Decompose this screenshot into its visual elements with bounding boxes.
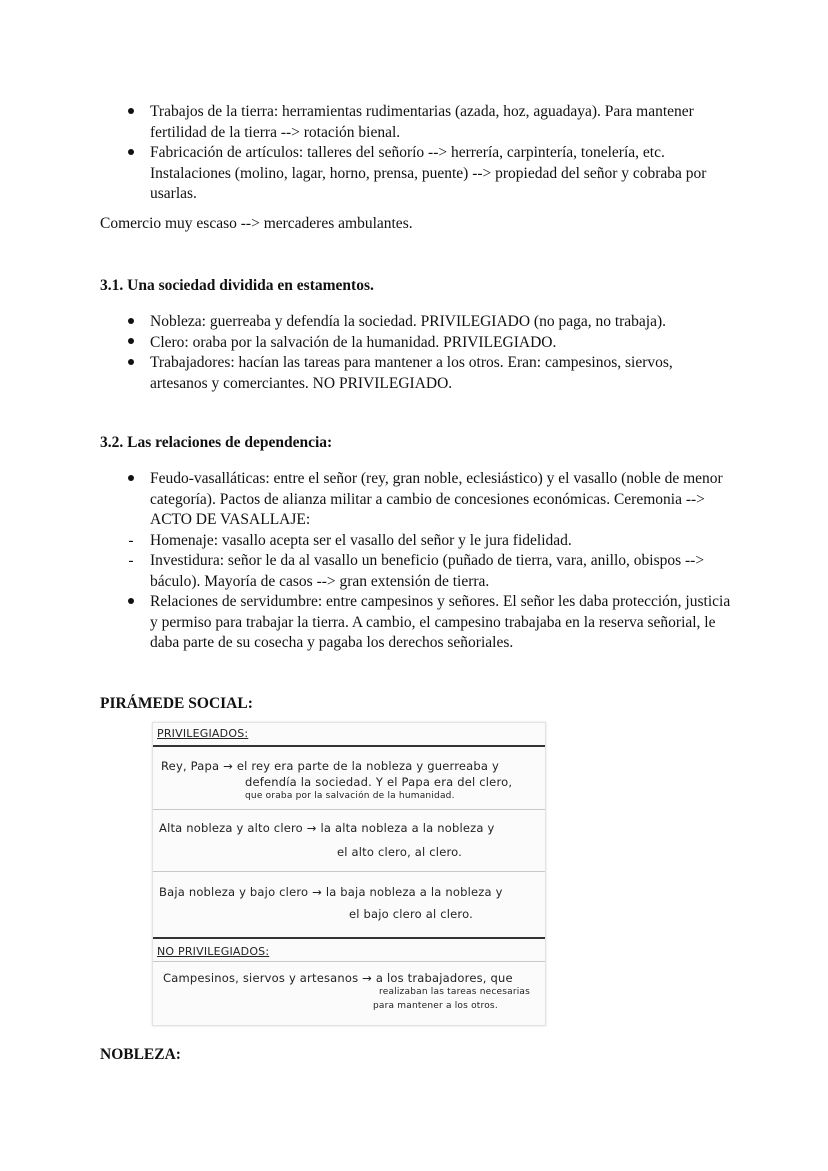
divider xyxy=(153,961,545,962)
note-line: Campesinos, siervos y artesanos → a los trabajadores, que xyxy=(163,971,513,985)
note-line: defendía la sociedad. Y el Papa era del clero, xyxy=(245,775,513,789)
divider xyxy=(153,871,545,872)
economy-list xyxy=(0,102,828,205)
pyramid-heading: PIRÁMEDE SOCIAL: xyxy=(100,695,253,712)
list-item: Fabricación de artículos: talleres del señorío --> herrería, carpintería, tonelería, etc. Instalaciones (molino, lagar, horno, prensa, puente) --> propiedad del señor y cobraba por usarlas. xyxy=(0,143,828,205)
note-line: realizaban las tareas necesarias xyxy=(379,987,531,997)
divider xyxy=(153,937,545,939)
bullet-icon xyxy=(124,102,138,123)
bullet-icon xyxy=(124,333,138,354)
list-item: Clero: oraba por la salvación de la humanidad. PRIVILEGIADO. xyxy=(0,333,828,354)
list-item: Nobleza: guerreaba y defendía la sociedad. PRIVILEGIADO (no paga, no trabaja). xyxy=(0,312,828,333)
list-item: Feudo-vasalláticas: entre el señor (rey, gran noble, eclesiástico) y el vasallo (noble de menor categoría). Pactos de alianza militar a cambio de concesiones económicas. Ceremonia --> ACTO DE VASALLAJE: xyxy=(0,469,828,531)
list-item: - Homenaje: vasallo acepta ser el vasallo del señor y le jura fidelidad. xyxy=(0,531,828,552)
note-line: Baja nobleza y bajo clero → la baja nobleza a la nobleza y xyxy=(159,885,503,899)
list-item: Trabajos de la tierra: herramientas rudimentarias (azada, hoz, aguadaya). Para mantener fertilidad de la tierra --> rotación bienal. xyxy=(0,102,828,143)
bullet-icon xyxy=(124,312,138,333)
commerce-text: Comercio muy escaso --> mercaderes ambulantes. xyxy=(100,215,413,232)
note-line: el alto clero, al clero. xyxy=(337,845,463,859)
divider xyxy=(153,809,545,810)
dependency-list xyxy=(0,469,828,654)
dash-icon: - xyxy=(128,552,134,569)
list-item: Trabajadores: hacían las tareas para mantener a los otros. Eran: campesinos, siervos, artesanos y comerciantes. NO PRIVILEGIADO. xyxy=(0,353,828,394)
list-item: - Investidura: señor le da al vasallo un beneficio (puñado de tierra, vara, anillo, obispos --> báculo). Mayoría de casos --> gran extensión de tierra. xyxy=(0,551,828,592)
nobleza-heading: NOBLEZA: xyxy=(100,1046,181,1063)
bullet-icon xyxy=(124,353,138,374)
divider xyxy=(153,745,545,747)
privileged-title: PRIVILEGIADOS: xyxy=(157,727,249,740)
list-item: Relaciones de servidumbre: entre campesinos y señores. El señor les daba protección, justicia y permiso para trabajar la tierra. A cambio, el campesino trabajaba en la reserva señorial, le daba parte de su cosecha y pagaba los derechos señoriales. xyxy=(0,592,828,654)
estates-list xyxy=(0,312,828,394)
bullet-icon xyxy=(124,143,138,164)
nonprivileged-title: NO PRIVILEGIADOS: xyxy=(157,945,270,958)
note-line: el bajo clero al clero. xyxy=(349,907,473,921)
section-32-heading: 3.2. Las relaciones de dependencia: xyxy=(100,434,333,451)
note-line: para mantener a los otros. xyxy=(373,1001,498,1011)
handwritten-notes-image xyxy=(152,722,546,1026)
bullet-icon xyxy=(124,469,138,490)
note-line: Rey, Papa → el rey era parte de la nobleza y guerreaba y xyxy=(161,759,500,773)
dash-icon: - xyxy=(128,531,134,549)
section-31-heading: 3.1. Una sociedad dividida en estamentos. xyxy=(100,277,374,294)
note-line: que oraba por la salvación de la humanidad. xyxy=(245,791,455,801)
note-line: Alta nobleza y alto clero → la alta nobleza a la nobleza y xyxy=(159,821,495,835)
bullet-icon xyxy=(124,592,138,613)
